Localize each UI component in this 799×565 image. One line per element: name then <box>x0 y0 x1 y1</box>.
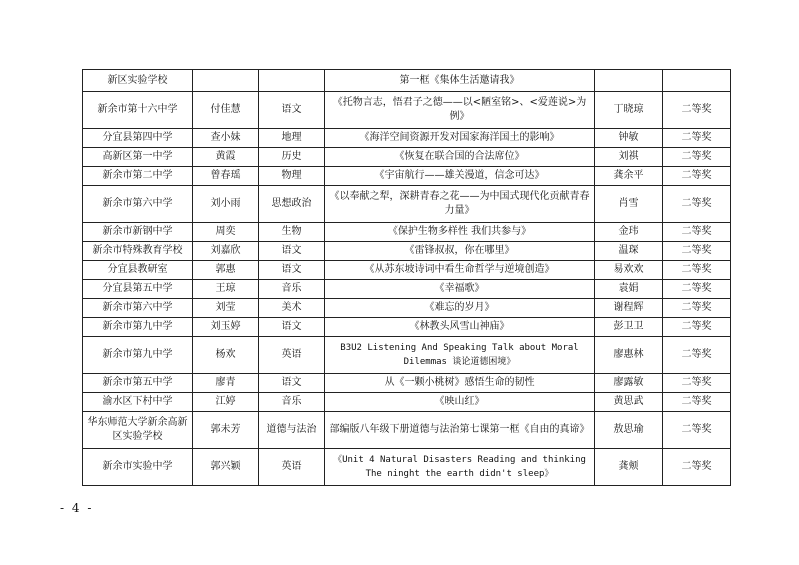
title-cell: B3U2 Listening And Speaking Talk about Moral Dilemmas 谈论道德困境》 <box>325 337 595 374</box>
school-cell: 分宜县教研室 <box>83 261 193 280</box>
tutor-cell: 黄思武 <box>595 393 663 412</box>
award-cell: 二等奖 <box>663 261 731 280</box>
school-cell: 新余市新钢中学 <box>83 223 193 242</box>
teacher-cell: 江婷 <box>193 393 259 412</box>
title-cell: 部编版八年级下册道德与法治第七课第一框《自由的真谛》 <box>325 412 595 449</box>
teacher-cell: 刘玉婷 <box>193 318 259 337</box>
subject-cell: 思想政治 <box>259 186 325 223</box>
title-cell: 《Unit 4 Natural Disasters Reading and thinking The ninght the earth didn't sleep》 <box>325 449 595 486</box>
award-cell: 二等奖 <box>663 148 731 167</box>
teacher-cell: 郭兴颖 <box>193 449 259 486</box>
subject-cell: 美术 <box>259 299 325 318</box>
teacher-cell: 王琼 <box>193 280 259 299</box>
title-cell: 《映山红》 <box>325 393 595 412</box>
table-row <box>83 223 731 242</box>
table-row <box>83 167 731 186</box>
teacher-cell: 周奕 <box>193 223 259 242</box>
award-table-body <box>83 70 731 486</box>
table-row <box>83 393 731 412</box>
subject-cell: 道德与法治 <box>259 412 325 449</box>
tutor-cell: 敖思瑜 <box>595 412 663 449</box>
table-row <box>83 337 731 374</box>
table-row <box>83 261 731 280</box>
table-row <box>83 449 731 486</box>
title-cell: 《保护生物多样性 我们共参与》 <box>325 223 595 242</box>
subject-cell: 生物 <box>259 223 325 242</box>
tutor-cell: 丁晓琼 <box>595 92 663 129</box>
tutor-cell: 袁娟 <box>595 280 663 299</box>
subject-cell: 音乐 <box>259 393 325 412</box>
title-cell: 《宇宙航行——雄关漫道，信念可达》 <box>325 167 595 186</box>
award-cell: 二等奖 <box>663 167 731 186</box>
award-cell: 二等奖 <box>663 242 731 261</box>
teacher-cell: 曾春瑶 <box>193 167 259 186</box>
title-cell: 第一框《集体生活邀请我》 <box>325 70 595 92</box>
title-cell: 《雷锋叔叔，你在哪里》 <box>325 242 595 261</box>
title-cell: 《难忘的岁月》 <box>325 299 595 318</box>
table-row <box>83 318 731 337</box>
award-cell: 二等奖 <box>663 280 731 299</box>
award-cell: 二等奖 <box>663 374 731 393</box>
subject-cell <box>259 70 325 92</box>
title-cell: 《托物言志，悟君子之德——以<陋室铭>、<爱莲说>为例》 <box>325 92 595 129</box>
teacher-cell: 黄霞 <box>193 148 259 167</box>
tutor-cell <box>595 70 663 92</box>
table-row <box>83 280 731 299</box>
tutor-cell: 彭卫卫 <box>595 318 663 337</box>
teacher-cell: 杨欢 <box>193 337 259 374</box>
tutor-cell: 钟敏 <box>595 129 663 148</box>
teacher-cell: 刘莹 <box>193 299 259 318</box>
school-cell: 分宜县第四中学 <box>83 129 193 148</box>
award-cell: 二等奖 <box>663 318 731 337</box>
tutor-cell: 廖露敏 <box>595 374 663 393</box>
table-row <box>83 129 731 148</box>
teacher-cell: 郭惠 <box>193 261 259 280</box>
school-cell: 新余市第五中学 <box>83 374 193 393</box>
table-row <box>83 70 731 92</box>
award-cell: 二等奖 <box>663 186 731 223</box>
school-cell: 新区实验学校 <box>83 70 193 92</box>
teacher-cell: 刘小雨 <box>193 186 259 223</box>
table-row <box>83 92 731 129</box>
title-cell: 从《一颗小桃树》感悟生命的韧性 <box>325 374 595 393</box>
title-cell: 《从苏东坡诗词中看生命哲学与逆境创造》 <box>325 261 595 280</box>
subject-cell: 音乐 <box>259 280 325 299</box>
subject-cell: 语文 <box>259 261 325 280</box>
subject-cell: 语文 <box>259 92 325 129</box>
award-cell: 二等奖 <box>663 92 731 129</box>
title-cell: 《幸福歌》 <box>325 280 595 299</box>
school-cell: 新余市第六中学 <box>83 299 193 318</box>
school-cell: 新余市第九中学 <box>83 337 193 374</box>
award-cell: 二等奖 <box>663 129 731 148</box>
subject-cell: 地理 <box>259 129 325 148</box>
title-cell: 《以奉献之犁，深耕青春之花——为中国式现代化贡献青春力量》 <box>325 186 595 223</box>
subject-cell: 英语 <box>259 449 325 486</box>
award-cell: 二等奖 <box>663 223 731 242</box>
award-cell: 二等奖 <box>663 393 731 412</box>
subject-cell: 语文 <box>259 318 325 337</box>
title-cell: 《恢复在联合国的合法席位》 <box>325 148 595 167</box>
table-row <box>83 148 731 167</box>
tutor-cell: 廖惠林 <box>595 337 663 374</box>
tutor-cell: 金玮 <box>595 223 663 242</box>
school-cell: 华东师范大学新余高新区实验学校 <box>83 412 193 449</box>
table-row <box>83 412 731 449</box>
table-row <box>83 374 731 393</box>
school-cell: 高新区第一中学 <box>83 148 193 167</box>
table-row <box>83 242 731 261</box>
school-cell: 新余市第六中学 <box>83 186 193 223</box>
award-cell: 二等奖 <box>663 337 731 374</box>
tutor-cell: 温琛 <box>595 242 663 261</box>
award-cell: 二等奖 <box>663 412 731 449</box>
tutor-cell: 易欢欢 <box>595 261 663 280</box>
award-cell: 二等奖 <box>663 299 731 318</box>
award-cell: 二等奖 <box>663 449 731 486</box>
award-table <box>82 69 731 486</box>
title-cell: 《海洋空间资源开发对国家海洋国土的影响》 <box>325 129 595 148</box>
page-number: - 4 - <box>60 501 94 515</box>
school-cell: 新余市第二中学 <box>83 167 193 186</box>
tutor-cell: 龚颊 <box>595 449 663 486</box>
subject-cell: 历史 <box>259 148 325 167</box>
tutor-cell: 谢程辉 <box>595 299 663 318</box>
school-cell: 新余市实验中学 <box>83 449 193 486</box>
tutor-cell: 刘祺 <box>595 148 663 167</box>
subject-cell: 语文 <box>259 374 325 393</box>
table-row <box>83 186 731 223</box>
teacher-cell: 刘嘉欣 <box>193 242 259 261</box>
tutor-cell: 肖雪 <box>595 186 663 223</box>
tutor-cell: 龚余平 <box>595 167 663 186</box>
teacher-cell: 郭未芳 <box>193 412 259 449</box>
teacher-cell: 付佳慧 <box>193 92 259 129</box>
teacher-cell: 查小妹 <box>193 129 259 148</box>
title-cell: 《林教头风雪山神庙》 <box>325 318 595 337</box>
award-cell <box>663 70 731 92</box>
teacher-cell: 廖青 <box>193 374 259 393</box>
school-cell: 新余市第九中学 <box>83 318 193 337</box>
school-cell: 新余市第十六中学 <box>83 92 193 129</box>
table-row <box>83 299 731 318</box>
subject-cell: 英语 <box>259 337 325 374</box>
school-cell: 渝水区下村中学 <box>83 393 193 412</box>
subject-cell: 语文 <box>259 242 325 261</box>
subject-cell: 物理 <box>259 167 325 186</box>
school-cell: 分宜县第五中学 <box>83 280 193 299</box>
school-cell: 新余市特殊教育学校 <box>83 242 193 261</box>
teacher-cell <box>193 70 259 92</box>
